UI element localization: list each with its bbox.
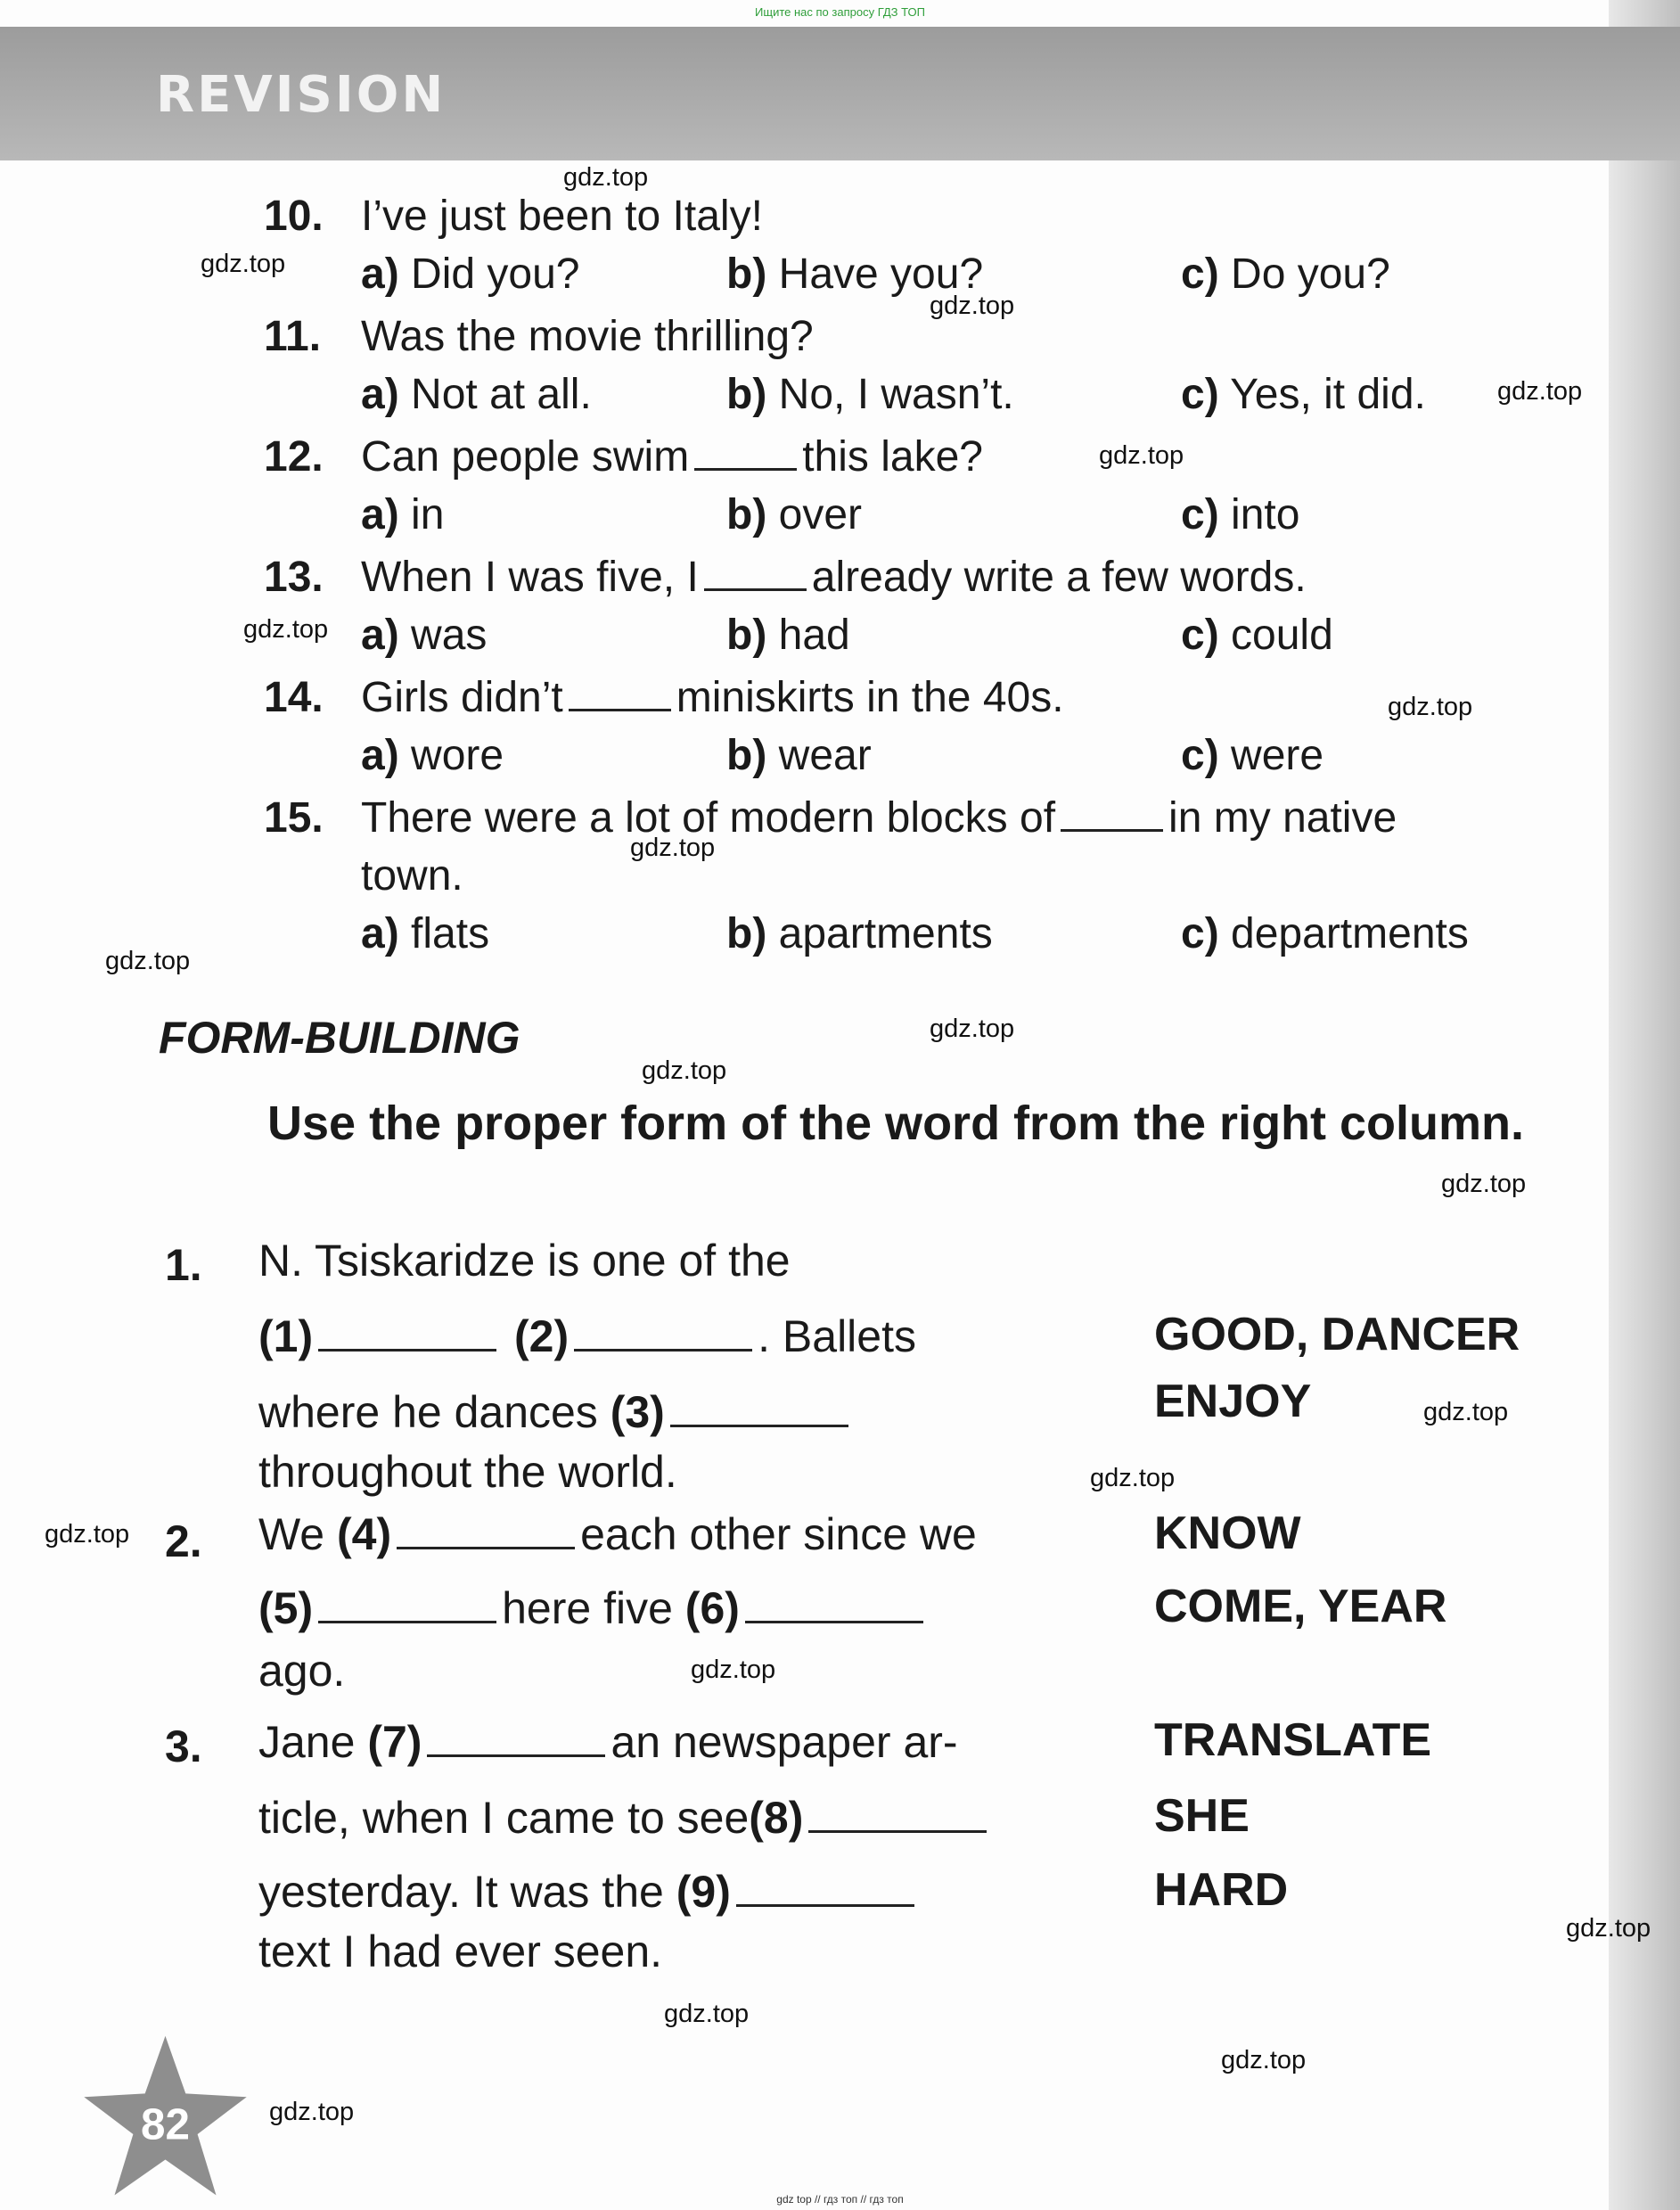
- page-number: 82: [141, 2099, 190, 2149]
- watermark: gdz.top: [664, 2000, 750, 2028]
- watermark: gdz.top: [630, 834, 716, 862]
- exercise-text-line: ticle, when I came to see(8): [258, 1792, 992, 1844]
- keyword: COME, YEAR: [1154, 1581, 1447, 1632]
- question-number: 11.: [264, 313, 322, 360]
- section-header-band: [0, 27, 1680, 160]
- watermark: gdz.top: [930, 1015, 1015, 1043]
- option-b[interactable]: b) apartments: [726, 910, 993, 957]
- answer-blank[interactable]: [318, 1319, 496, 1351]
- exercise-text-line: N. Tsiskaridze is one of the: [258, 1236, 791, 1286]
- answer-blank[interactable]: [808, 1800, 987, 1833]
- option-b[interactable]: b) No, I wasn’t.: [726, 371, 1014, 418]
- option-c[interactable]: c) could: [1181, 612, 1333, 659]
- watermark: gdz.top: [269, 2098, 355, 2126]
- watermark: gdz.top: [201, 250, 286, 278]
- exercise-text-line: where he dances (3): [258, 1386, 854, 1438]
- keyword: TRANSLATE: [1154, 1714, 1432, 1766]
- watermark: gdz.top: [563, 163, 649, 192]
- exercise-text-line: (5) here five (6): [258, 1582, 929, 1634]
- keyword: KNOW: [1154, 1508, 1301, 1559]
- option-a[interactable]: a) wore: [361, 732, 504, 779]
- keyword: SHE: [1154, 1790, 1250, 1842]
- question-text: There were a lot of modern blocks of in my native: [361, 794, 1397, 842]
- watermark: gdz.top: [1099, 441, 1184, 470]
- answer-blank[interactable]: [397, 1516, 575, 1549]
- top-note: Ищите нас по запросу ГДЗ ТОП: [755, 5, 925, 19]
- option-c[interactable]: c) Yes, it did.: [1181, 371, 1426, 418]
- watermark: gdz.top: [691, 1655, 776, 1684]
- option-c[interactable]: c) into: [1181, 491, 1300, 538]
- option-a[interactable]: a) Not at all.: [361, 371, 592, 418]
- exercise-text-line: text I had ever seen.: [258, 1927, 663, 1976]
- question-text: Can people swim this lake?: [361, 433, 983, 481]
- answer-blank[interactable]: [736, 1874, 914, 1907]
- answer-blank[interactable]: [704, 558, 807, 591]
- keyword: HARD: [1154, 1864, 1289, 1916]
- exercise-number: 1.: [165, 1240, 202, 1290]
- option-a[interactable]: a) in: [361, 491, 445, 538]
- question-number: 13.: [264, 554, 324, 601]
- exercise-text-line: Jane (7) an newspaper ar-: [258, 1717, 958, 1767]
- watermark: gdz.top: [930, 292, 1015, 320]
- option-b[interactable]: b) over: [726, 491, 863, 538]
- question-text: Girls didn’t miniskirts in the 40s.: [361, 674, 1064, 721]
- watermark: gdz.top: [1388, 693, 1473, 721]
- option-a[interactable]: a) flats: [361, 910, 490, 957]
- watermark: gdz.top: [1497, 377, 1583, 406]
- watermark: gdz.top: [243, 615, 329, 644]
- answer-blank[interactable]: [1061, 799, 1163, 832]
- bottom-note: gdz top // гдз топ // гдз топ: [776, 2193, 904, 2206]
- exercise-text-line: (1) (2) . Ballets: [258, 1311, 916, 1361]
- option-a[interactable]: a) was: [361, 612, 488, 659]
- answer-blank[interactable]: [670, 1394, 848, 1427]
- question-number: 12.: [264, 433, 324, 481]
- question-number: 10.: [264, 193, 324, 240]
- section-header-title: REVISION: [156, 66, 447, 124]
- answer-blank[interactable]: [694, 438, 797, 471]
- question-text-continued: town.: [361, 852, 463, 900]
- option-c[interactable]: c) departments: [1181, 910, 1469, 957]
- question-text: When I was five, I already write a few words.: [361, 554, 1307, 601]
- watermark: gdz.top: [45, 1520, 130, 1549]
- page-number-star-icon: [78, 2033, 252, 2202]
- exercise-text-line: ago.: [258, 1646, 346, 1696]
- keyword: GOOD, DANCER: [1154, 1309, 1520, 1360]
- question-text: Was the movie thrilling?: [361, 313, 814, 360]
- option-b[interactable]: b) had: [726, 612, 850, 659]
- exercise-text-line: We (4) each other since we: [258, 1509, 977, 1559]
- option-a[interactable]: a) Did you?: [361, 251, 580, 298]
- keyword: ENJOY: [1154, 1376, 1312, 1427]
- answer-blank[interactable]: [427, 1724, 605, 1757]
- answer-blank[interactable]: [318, 1590, 496, 1623]
- answer-blank[interactable]: [745, 1590, 923, 1623]
- option-c[interactable]: c) were: [1181, 732, 1324, 779]
- answer-blank[interactable]: [574, 1319, 752, 1351]
- option-b[interactable]: b) wear: [726, 732, 872, 779]
- option-c[interactable]: c) Do you?: [1181, 251, 1390, 298]
- section-title: FORM-BUILDING: [159, 1013, 520, 1063]
- answer-blank[interactable]: [569, 678, 671, 711]
- watermark: gdz.top: [1441, 1170, 1527, 1198]
- watermark: gdz.top: [1423, 1398, 1509, 1426]
- exercise-number: 2.: [165, 1516, 202, 1566]
- watermark: gdz.top: [1566, 1914, 1651, 1943]
- exercise-text-line: throughout the world.: [258, 1447, 677, 1497]
- watermark: gdz.top: [1221, 2046, 1307, 2074]
- watermark: gdz.top: [642, 1056, 727, 1085]
- exercise-instruction: Use the proper form of the word from the right column.: [267, 1097, 1525, 1150]
- question-number: 14.: [264, 674, 324, 721]
- exercise-number: 3.: [165, 1721, 202, 1771]
- watermark: gdz.top: [1090, 1464, 1176, 1492]
- exercise-text-line: yesterday. It was the (9): [258, 1866, 920, 1918]
- question-text: I’ve just been to Italy!: [361, 193, 763, 240]
- page-edge-shadow: [1609, 0, 1680, 2210]
- option-b[interactable]: b) Have you?: [726, 251, 984, 298]
- question-number: 15.: [264, 794, 324, 842]
- watermark: gdz.top: [105, 947, 191, 975]
